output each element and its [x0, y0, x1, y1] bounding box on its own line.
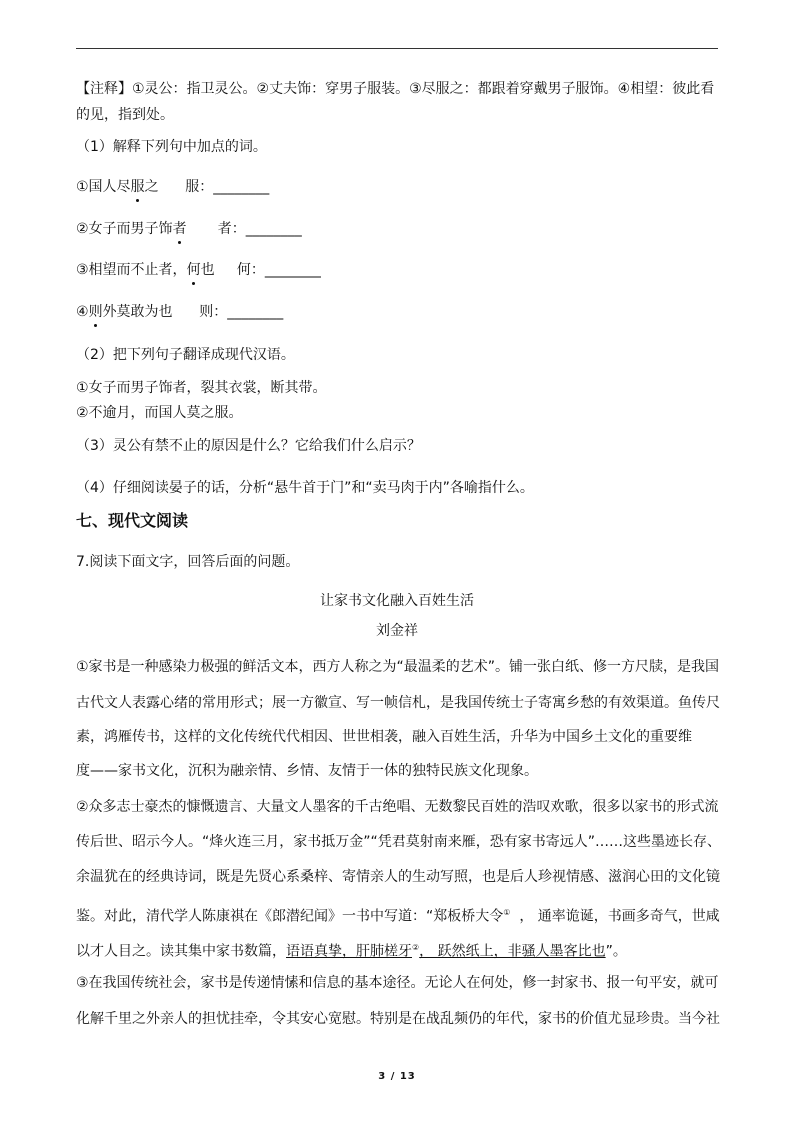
article-author: 刘金祥 [376, 623, 418, 639]
q2-title: （2）把下列句子翻译成现代汉语。 [76, 347, 295, 363]
answer-blank: ________ [227, 304, 284, 320]
p2-line-1: ②众多志士豪杰的慷慨遗言、大量文人墨客的千古绝唱、无数黎民百姓的浩叹欢歌，很多以家书的形式流 [76, 799, 719, 815]
p1-line-2: 古代文人表露心绪的常用形式；展一方徽宣、写一帧信札，是我国传统士子寄寓乡愁的有效渠道。鱼传尺 [76, 695, 720, 711]
answer-blank: ________ [264, 262, 321, 278]
p2-line-3: 余温犹在的经典诗词，既是先贤心系桑梓、寄情亲人的生动写照，也是后人珍视情感、滋润心田的文化镜 [76, 869, 720, 885]
q1-item-3: ③相望而不止者，何也 何：________ [76, 262, 321, 278]
q1-title: （1）解释下列句中加点的词。 [76, 139, 267, 155]
p3-line-1: ③在我国传统社会，家书是传递情愫和信息的基本途径。无论人在何处，修一封家书、报一句平安，就可 [76, 975, 719, 991]
q3: （3）灵公有禁不止的原因是什么？它给我们什么启示？ [76, 438, 421, 454]
q7-prompt: 7.阅读下面文字，回答后面的问题。 [76, 554, 300, 570]
p1-line-1: ①家书是一种感染力极强的鲜活文本，西方人称之为“最温柔的艺术”。铺一张白纸、修一方尺牍，是我国 [76, 659, 720, 675]
footnote-mark: ① [503, 908, 511, 917]
notes-line-2: 的见，指到处。 [76, 107, 174, 123]
q2-sentence-1: ①女子而男子饰者，裂其衣裳，断其带。 [76, 380, 327, 396]
notes-line-1: 【注释】①灵公：指卫灵公。②丈夫饰：穿男子服装。③尽服之：都跟着穿戴男子服饰。④相望：彼此看 [76, 81, 715, 97]
underlined-phrase: ， 跃然纸上，非骚人墨客比也 [419, 943, 606, 960]
header-rule [76, 48, 718, 49]
p2-line-5: 以才人目之。读其集中家书数篇，语语真挚，肝肺槎牙②， 跃然纸上，非骚人墨客比也”。 [76, 943, 627, 960]
underlined-phrase: 语语真挚，肝肺槎牙 [286, 943, 412, 960]
q1-item-4: ④则外莫敢为也 则：________ [76, 304, 284, 320]
p1-line-4: 度——家书文化，沉积为融亲情、乡情、友情于一体的独特民族文化现象。 [76, 763, 538, 779]
answer-blank: ________ [213, 179, 270, 195]
dotted-word: 何 [186, 262, 201, 278]
q2-sentence-2: ②不逾月，而国人莫之服。 [76, 405, 243, 421]
p1-line-3: 素，鸿雁传书，这样的文化传统代代相因、世世相袭，融入百姓生活，升华为中国乡土文化的重要维 [76, 729, 692, 745]
article-title: 让家书文化融入百姓生活 [320, 593, 474, 609]
p2-line-4: 鉴。对此，清代学人陈康祺在《郎潜纪闻》一书中写道：“郑板桥大令① ， 通率诡诞，书画多奇气，世咸 [76, 908, 720, 925]
q4: （4）仔细阅读晏子的话，分析“悬牛首于门”和“卖马肉于内”各喻指什么。 [76, 480, 534, 496]
footnote-mark: ② [412, 943, 420, 952]
answer-blank: ________ [245, 221, 302, 237]
q1-item-1: ①国人尽服之 服：________ [76, 179, 270, 195]
q1-item-2: ②女子而男子饰者 者：________ [76, 221, 302, 237]
page-number: 3 / 13 [378, 1071, 416, 1082]
section-heading: 七、现代文阅读 [76, 511, 189, 530]
p2-line-2: 传后世、昭示今人。“烽火连三月，家书抵万金”“凭君莫射南来雁，恐有家书寄远人”……这些墨迹长存、 [76, 834, 722, 850]
p3-line-2: 化解千里之外亲人的担忧挂牵，令其安心宽慰。特别是在战乱频仍的年代，家书的价值尤显珍贵。当今社 [76, 1011, 720, 1027]
dotted-word: 服 [130, 179, 145, 195]
dotted-word: 者 [172, 221, 187, 237]
dotted-word: 则 [88, 304, 103, 320]
